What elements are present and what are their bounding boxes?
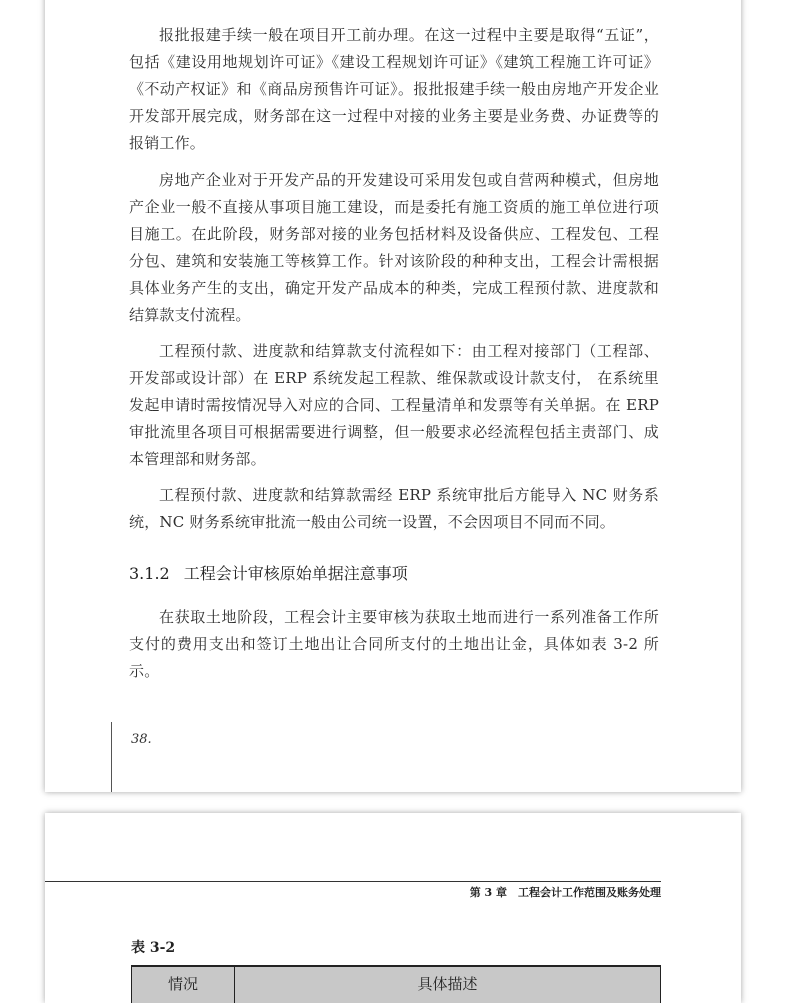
- table-caption: 表 3-2: [131, 940, 176, 956]
- body-paragraph: 房地产企业对于开发产品的开发建设可采用发包或自营两种模式，但房地产企业一般不直接从事项目施工建设，而是委托有施工资质的施工单位进行项目施工。在此阶段，财务部对接的业务包括材料及设备供应、工程发包、工程分包、建筑和安装施工等核算工作。针对该阶段的种种支出，工程会计需根据具体业务产生的支出，确定开发产品成本的种类，完成工程预付款、进度款和结算款支付流程。: [129, 171, 659, 324]
- body-paragraph: 工程预付款、进度款和结算款需经 ERP 系统审批后方能导入 NC 财务系统，NC 财务系统审批流一般由公司统一设置，不会因项目不同而不同。: [129, 486, 659, 531]
- section-title: 工程会计审核原始单据注意事项: [183, 564, 408, 583]
- header-rule: [45, 881, 661, 882]
- page-number: 38.: [131, 732, 152, 747]
- table-header-cell: 情况: [132, 967, 235, 1003]
- section-heading: [129, 563, 408, 585]
- body-paragraph: 报批报建手续一般在项目开工前办理。在这一过程中主要是取得“五证”，包括《建设用地规划许可证》《建设工程规划许可证》《建筑工程施工许可证》《不动产权证》和《商品房预售许可证》。报批报建手续一般由房地产开发企业开发部开展完成，财务部在这一过程中对接的业务主要是业务费、办证费等的报销工作。: [129, 26, 659, 152]
- book-page-38: [45, 0, 741, 792]
- table-header-row: [131, 965, 661, 1003]
- running-head: 第 3 章 工程会计工作范围及账务处理: [469, 886, 661, 899]
- table-header-cell: 具体描述: [417, 975, 478, 993]
- body-paragraph: 工程预付款、进度款和结算款支付流程如下：由工程对接部门（工程部、开发部或设计部）在 ERP 系统发起工程款、维保款或设计款支付， 在系统里发起申请时需按情况导入对应的合同、工程量清单和发票等有关单据。在 ERP 审批流里各项目可根据需要进行调整，但一般要求必经流程包括主责部门、成本管理部和财务部。: [129, 342, 659, 468]
- section-number: 3.1.2: [129, 564, 170, 583]
- book-page-39: [45, 813, 741, 1003]
- page-number-rule: [111, 722, 112, 792]
- body-paragraph: 在获取土地阶段，工程会计主要审核为获取土地而进行一系列准备工作所支付的费用支出和签订土地出让合同所支付的土地出让金，具体如表 3-2 所示。: [129, 608, 659, 680]
